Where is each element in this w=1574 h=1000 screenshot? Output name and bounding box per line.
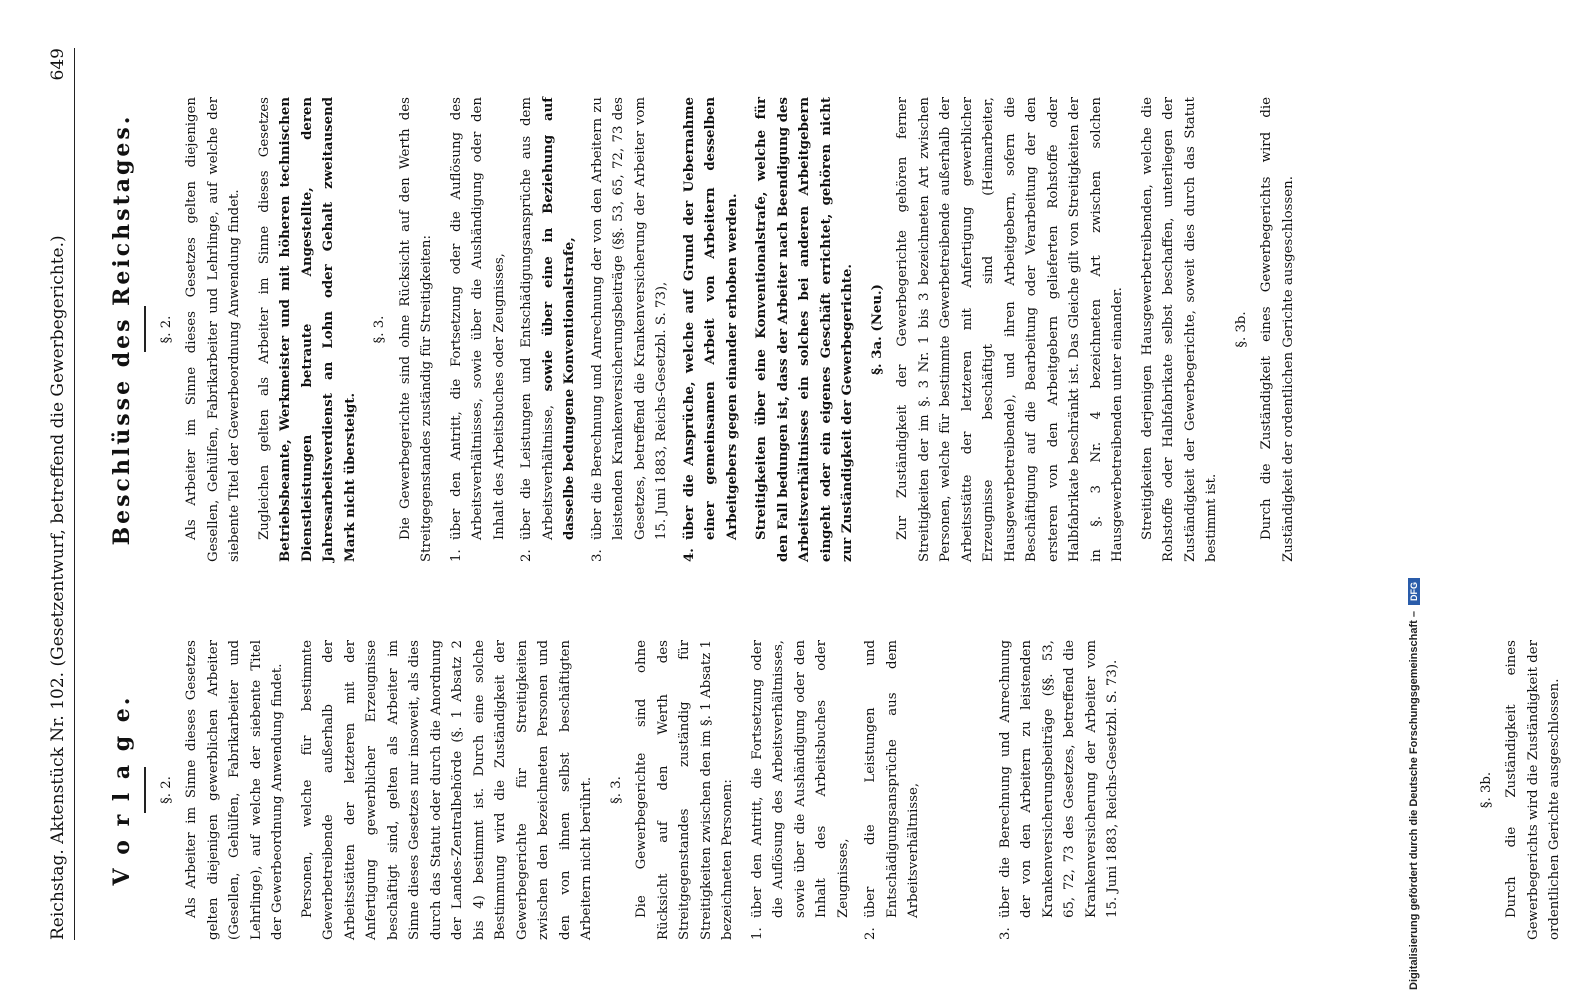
list-text: über den Antritt, die Fortsetzung oder die Auflösung des Arbeitsverhältnisses, sowie über die Aushändigung oder den Inhalt des Arbeitsbuches oder Zeugnisses, [448, 97, 507, 540]
numbered-list [446, 97, 744, 562]
title-rule [144, 307, 146, 353]
page-number: 649 [48, 48, 68, 81]
list-text-bold: sowie über eine in Beziehung auf dasselbe bedungene Konventionalstrafe, [540, 96, 577, 540]
paragraph: Die Gewerbegerichte sind ohne Rücksicht auf den Werth des Streitgegenstandes zuständig für Streitigkeiten: [397, 97, 434, 562]
paragraph-bold: Streitigkeiten über eine Konventionalstrafe, welche für den Fall bedungen ist, dass der Arbeiter nach Beendigung des Arbeitsverhältnisses ein solches bei anderen Arbeitgebern eingeht oder ein eigenes Geschäft errichtet, gehören nicht zur Zuständigkeit der Gewerbegerichte. [754, 97, 855, 562]
section-heading: §. 3. [372, 315, 387, 344]
column-vorlage [110, 640, 1574, 940]
column-beschluesse [110, 97, 1307, 562]
paragraph: Streitigkeiten derjenigen Hausgewerbetreibenden, welche die Rohstoffe oder Halbfabrikate selbst beschaffen, unterliegen der Zuständigkeit der Gewerbegerichte, soweit dies durch das Statut bestimmt ist. [1139, 97, 1219, 562]
title-rule [144, 767, 146, 813]
list-item [516, 97, 581, 562]
list-number: 1. [448, 549, 464, 562]
paragraph: Durch die Zuständigkeit eines Gewerbegerichts wird die Zuständigkeit der ordentlichen Gerichte ausgeschlossen. [1259, 97, 1296, 562]
section-heading: §. 3b. [1478, 771, 1494, 809]
running-head: Reichstag. Aktenstück Nr. 102. (Gesetzentwurf, betreffend die Gewerbegerichte.) [48, 235, 68, 940]
paragraph-text: Zugleichen gelten als Arbeiter im Sinne dieses Gesetzes [256, 97, 272, 540]
column-title: V o r l a g e. [109, 694, 135, 886]
list-item [679, 97, 744, 562]
credit-text: Digitalisierung gefördert durch die Deutsche Forschungsgemeinschaft – [1408, 611, 1420, 990]
dfg-logo: DFG [1408, 578, 1420, 605]
list-number: 3. [997, 927, 1013, 940]
list-number: 2. [519, 549, 534, 562]
page-header [40, 40, 80, 960]
list-item [587, 97, 673, 562]
section-heading: §. 3. [608, 776, 624, 804]
numbered-list [747, 640, 1124, 940]
list-item [860, 640, 925, 940]
list-item [747, 640, 855, 940]
header-rule [74, 48, 75, 940]
section-heading: §. 3b. [1233, 311, 1249, 348]
paragraph: Die Gewerbegerichte sind ohne Rücksicht auf den Werth des Streitgegenstandes zuständig für Streitigkeiten zwischen den im §. 1 Absatz 1 bezeichneten Personen: [634, 640, 735, 940]
list-item [446, 97, 511, 562]
list-text: über die Leistungen und Entschädigungsansprüche aus dem Arbeitsverhältnisse, [863, 640, 921, 918]
list-item [995, 640, 1124, 940]
list-text-bold: über die Ansprüche, welche auf Grund der Uebernahme einer gemeinsamen Arbeit von Arbeitern desselben Arbeitgebers gegen einander erhoben werden. [681, 97, 740, 540]
paragraph [254, 97, 362, 562]
paragraph: Durch die Zuständigkeit eines Gewerbegerichts wird die Zuständigkeit der ordentlichen Gerichte ausgeschlossen. [1504, 640, 1562, 940]
digitization-credit [1402, 10, 1426, 990]
paragraph: Als Arbeiter im Sinne dieses Gesetzes gelten diejenigen gewerblichen Arbeiter (Gesellen, Gehülfen, Fabrikarbeiter und Lehrlinge), auf welche der siebente Titel der Gewerbeordnung Anwendung findet. [184, 640, 285, 940]
paragraph: Personen, welche für bestimmte Gewerbetreibende außerhalb der Arbeitsstätten der letzteren mit der Anfertigung gewerblicher Erzeugnisse beschäftigt sind, gelten als Arbeiter im Sinne dieses Gesetzes nur insoweit, als dies durch das Statut oder durch die Anordnung der Landes-Zentralbehörde (§. 1 Absatz 2 bis 4) bestimmt ist. Durch eine solche Bestimmung wird die Zuständigkeit der Gewerbegerichte für Streitigkeiten zwischen den bezeichneten Personen und den von ihnen selbst beschäftigten Arbeitern nicht berührt. [299, 640, 594, 940]
list-text: über den Antritt, die Fortsetzung oder die Auflösung des Arbeitsverhältnisses, sowie über die Aushändigung oder den Inhalt des Arbeitsbuches oder Zeugnisses, [749, 640, 851, 918]
list-number: 2. [863, 927, 878, 940]
paragraph: Zur Zuständigkeit der Gewerbegerichte gehören ferner Streitigkeiten der im §. 3 Nr. 1 bis 3 bezeichneten Art zwischen Personen, welche für bestimmte Gewerbetreibende außerhalb der Arbeitsstätte der letzteren mit Anfertigung gewerblicher Erzeugnisse beschäftigt sind (Heimarbeiter, Hausgewerbetreibende), und ihren Arbeitgebern, sofern die Beschäftigung auf die Bearbeitung oder Verarbeitung der den ersteren von den Arbeitgebern gelieferten Rohstoffe oder Halbfabrikate beschränkt ist. Das Gleiche gilt von Streitigkeiten der in §. 3 Nr. 4 bezeichneten Art zwischen solchen Hausgewerbetreibenden unter einander. [895, 97, 1125, 562]
section-heading: §. 2. [158, 776, 174, 804]
section-heading: §. 2. [158, 315, 174, 344]
list-number: 3. [589, 549, 605, 562]
list-text: über die Leistungen und Entschädigungsansprüche aus dem Arbeitsverhältnisse, [519, 97, 556, 540]
column-title: Beschlüsse des Reichstages. [109, 113, 135, 546]
list-number: 1. [749, 927, 765, 940]
paragraph: Als Arbeiter im Sinne dieses Gesetzes gelten diejenigen Gesellen, Gehülfen, Fabrikarbeiter und Lehrlinge, auf welche der siebente Titel der Gewerbeordnung Anwendung findet. [184, 97, 242, 562]
list-text: über die Berechnung und Anrechnung der von den Arbeitern zu leistenden Krankenversicherungsbeiträge (§§. 53, 65, 72, 73 des Gesetzes, betreffend die Krankenversicherung der Arbeiter vom 15. Juni 1883, Reichs-Gesetzbl. S. 73). [997, 640, 1120, 918]
section-heading: §. 3a. (Neu.) [869, 284, 885, 375]
list-text: über die Berechnung und Anrechnung der von den Arbeitern zu leistenden Krankenversicherungsbeiträge (§§. 53, 65, 72, 73 des Gesetzes, betreffend die Krankenversicherung der Arbeiter vom 15. Juni 1883, Reichs-Gesetzbl. S. 73), [589, 97, 669, 540]
paragraph-bold: Betriebsbeamte, Werkmeister und mit höheren technischen Dienstleistungen betraute Angestellte, deren Jahresarbeitsverdienst an Lohn oder Gehalt zweitausend Mark nicht übersteigt. [278, 97, 358, 562]
list-number: 4. [681, 548, 697, 562]
